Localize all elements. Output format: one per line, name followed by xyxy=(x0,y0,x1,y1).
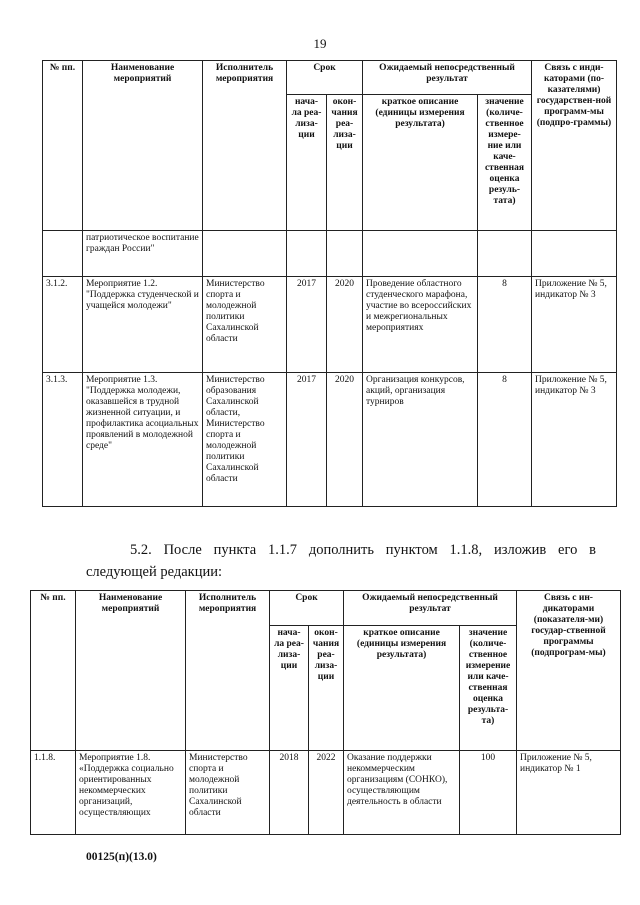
cell-name: Мероприятие 1.2. "Поддержка студенческой и учащейся молодежи" xyxy=(83,277,203,373)
document-code: 00125(п)(13.0) xyxy=(86,851,157,863)
header-link: Связь с ин-дикаторами (показателя-ми) государ-ственной программы (подпрограм-мы) xyxy=(517,591,621,751)
page-number: 19 xyxy=(313,36,327,51)
measures-table-1 xyxy=(42,60,617,507)
paragraph-line-2: следующей редакции: xyxy=(86,564,223,580)
header-desc: краткое описание (единицы измерения результата) xyxy=(363,95,478,231)
header-end: окон-чания реа-лиза-ции xyxy=(327,95,363,231)
header-value: значение (количе-ственное измере-ние или каче-ственная оценка резуль-тата) xyxy=(478,95,532,231)
table-row xyxy=(43,277,617,373)
cell-executor: Министерство спорта и молодежной политики Сахалинской области xyxy=(186,751,270,835)
cell-value: 8 xyxy=(478,373,532,507)
cell-link xyxy=(532,231,617,277)
cell-executor: Министерство образования Сахалинской области, Министерство спорта и молодежной политики Сахалинской области xyxy=(203,373,287,507)
cell-link: Приложение № 5, индикатор № 3 xyxy=(532,373,617,507)
header-num: № пп. xyxy=(31,591,76,751)
cell-name: патриотическое воспитание граждан России" xyxy=(83,231,203,277)
cell-start: 2017 xyxy=(287,373,327,507)
cell-num xyxy=(43,231,83,277)
header-name: Наименование мероприятий xyxy=(76,591,186,751)
cell-desc: Оказание поддержки некоммерческим организациям (СОНКО), осуществляющим деятельность в области xyxy=(344,751,460,835)
header-desc: краткое описание (единицы измерения результата) xyxy=(344,626,460,751)
measures-table-2 xyxy=(30,590,621,835)
cell-end: 2022 xyxy=(309,751,344,835)
header-term: Срок xyxy=(270,591,344,626)
header-executor: Исполнитель мероприятия xyxy=(186,591,270,751)
cell-name: Мероприятие 1.3. "Поддержка молодежи, оказавшейся в трудной жизненной ситуации, и профилактика асоциальных проявлений в молодежной среде" xyxy=(83,373,203,507)
cell-num: 3.1.3. xyxy=(43,373,83,507)
header-end: окон-чания реа-лиза-ции xyxy=(309,626,344,751)
table-row xyxy=(43,373,617,507)
cell-end: 2020 xyxy=(327,277,363,373)
cell-desc: Проведение областного студенческого марафона, участие во всероссийских и межрегиональных мероприятиях xyxy=(363,277,478,373)
header-result: Ожидаемый непосредственный результат xyxy=(363,61,532,95)
cell-executor xyxy=(203,231,287,277)
table-row xyxy=(43,231,617,277)
cell-num: 3.1.2. xyxy=(43,277,83,373)
cell-value xyxy=(478,231,532,277)
header-link: Связь с инди-каторами (по-казателями) государствен-ной программ-мы (подпро-граммы) xyxy=(532,61,617,231)
cell-link: Приложение № 5, индикатор № 3 xyxy=(532,277,617,373)
cell-start: 2018 xyxy=(270,751,309,835)
cell-link: Приложение № 5, индикатор № 1 xyxy=(517,751,621,835)
cell-start xyxy=(287,231,327,277)
header-term: Срок xyxy=(287,61,363,95)
header-name: Наименование мероприятий xyxy=(83,61,203,231)
cell-num: 1.1.8. xyxy=(31,751,76,835)
cell-executor: Министерство спорта и молодежной политики Сахалинской области xyxy=(203,277,287,373)
header-value: значение (количе-ственное измерение или каче-ственная оценка результа-та) xyxy=(460,626,517,751)
header-start: нача-ла реа-лиза-ции xyxy=(270,626,309,751)
cell-end: 2020 xyxy=(327,373,363,507)
header-executor: Исполнитель мероприятия xyxy=(203,61,287,231)
cell-name: Мероприятие 1.8. «Поддержка социально ориентированных некоммерческих организаций, осуществляющих xyxy=(76,751,186,835)
cell-value: 100 xyxy=(460,751,517,835)
cell-value: 8 xyxy=(478,277,532,373)
cell-start: 2017 xyxy=(287,277,327,373)
cell-end xyxy=(327,231,363,277)
header-result: Ожидаемый непосредственный результат xyxy=(344,591,517,626)
header-num: № пп. xyxy=(43,61,83,231)
cell-desc xyxy=(363,231,478,277)
cell-desc: Организация конкурсов, акций, организация турниров xyxy=(363,373,478,507)
amendment-paragraph xyxy=(86,539,596,583)
table-row xyxy=(31,751,621,835)
header-start: нача-ла реа-лиза-ции xyxy=(287,95,327,231)
paragraph-line-1: 5.2. После пункта 1.1.7 дополнить пунктом 1.1.8, изложив его в xyxy=(130,542,596,558)
